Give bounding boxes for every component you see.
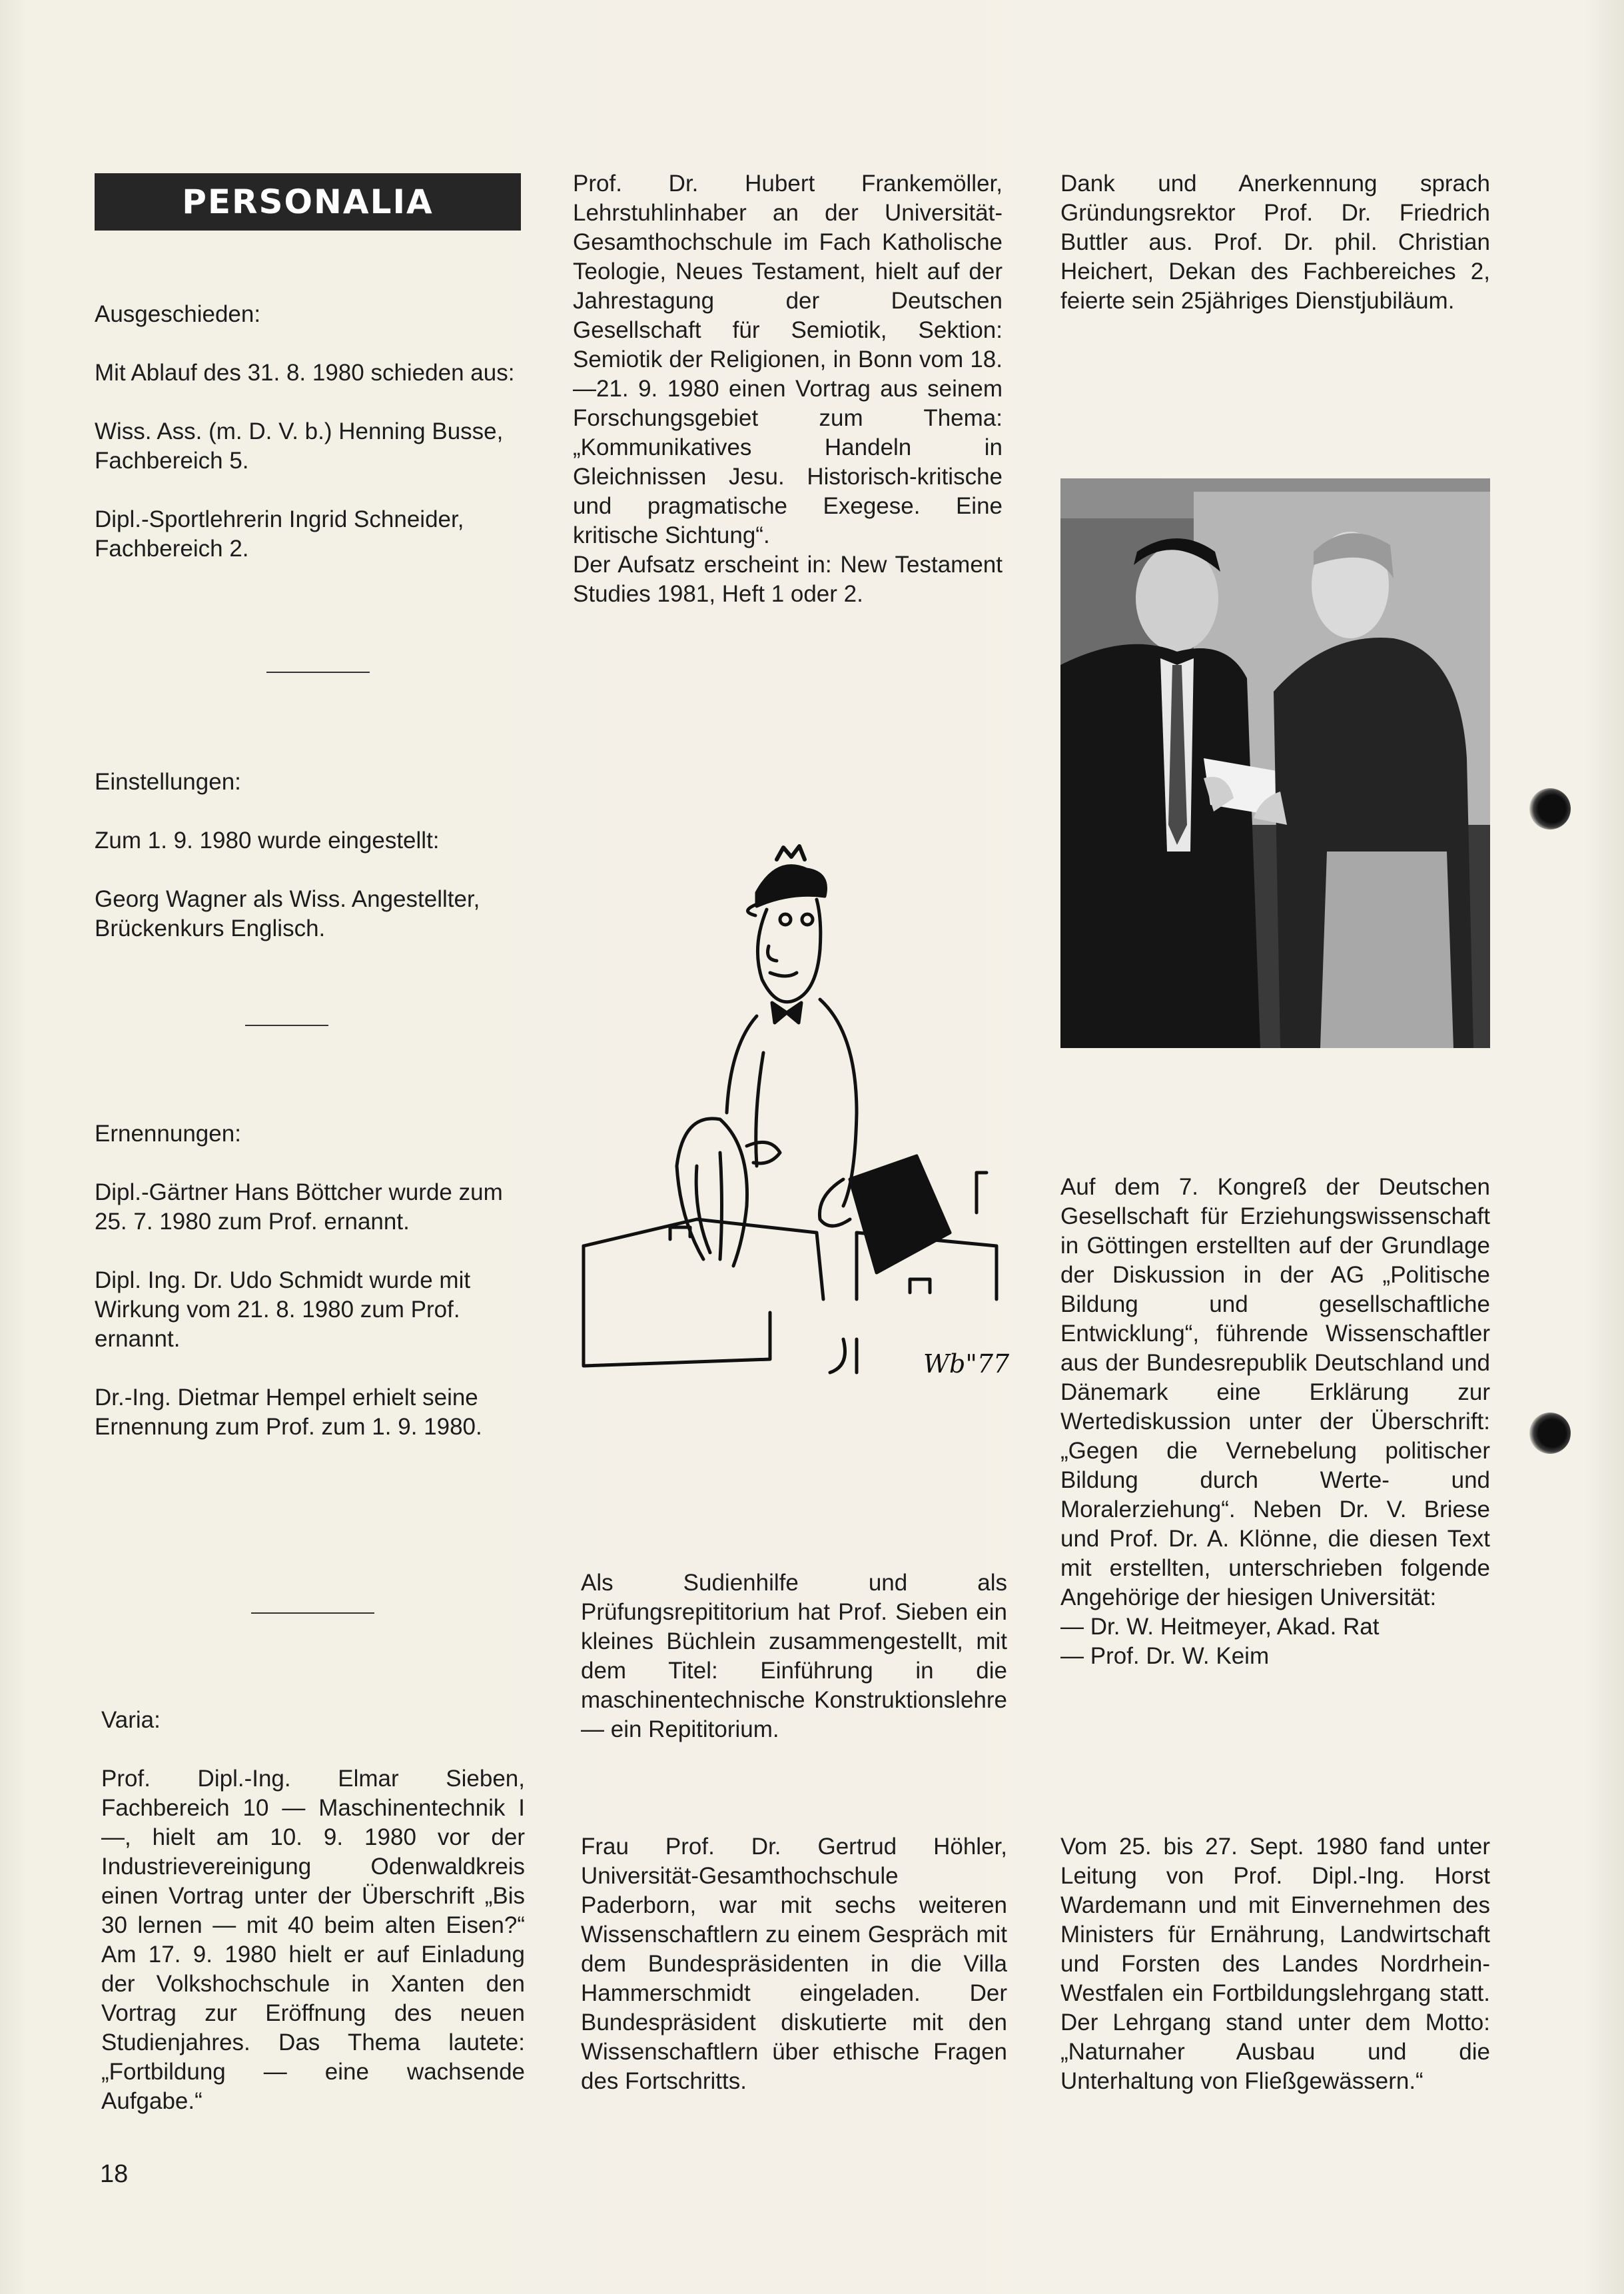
punch-hole xyxy=(1529,1413,1571,1454)
ausgeschieden-schneider: Dipl.-Sportlehrerin Ingrid Schneider, Fachbereich 2. xyxy=(95,506,464,562)
ernennung-boettcher: Dipl.-Gärtner Hans Böttcher wurde zum 25. 7. 1980 zum Prof. ernannt. xyxy=(95,1179,503,1235)
column-2-lower xyxy=(581,1568,1007,2096)
separator-rule xyxy=(245,1025,328,1026)
page-number: 18 xyxy=(100,2160,129,2188)
column-3-kongress xyxy=(1060,1173,1490,1671)
varia-sieben: Prof. Dipl.-Ing. Elmar Sieben, Fachbereich 10 — Maschinentechnik I —, hielt am 10. 9. 1980 vor der Industrievereinigung Odenwaldkreis einen Vortrag unter der Überschrift „Bis 30 lernen — mit 40 beim alten Eisen?“ Am 17. 9. 1980 hielt er auf Einladung der Volkshochschule in Xanten den Vortrag zur Eröffnung des neuen Studienjahres. Das Thema lautete: „Fortbildung — eine wachsende Aufgabe.“ xyxy=(101,1766,525,2114)
aufsatz-paragraph: Der Aufsatz erscheint in: New Testament Studies 1981, Heft 1 oder 2. xyxy=(573,552,1003,607)
column-3-fortbildung xyxy=(1060,1832,1490,2096)
signer-keim: — Prof. Dr. W. Keim xyxy=(1060,1643,1270,1669)
einstellungen-label: Einstellungen: xyxy=(95,769,241,795)
einstellungen-wagner: Georg Wagner als Wiss. Angestellter, Brückenkurs Englisch. xyxy=(95,886,480,941)
hoehler-paragraph: Frau Prof. Dr. Gertrud Höhler, Universität-Gesamthochschule Paderborn, war mit sechs weiteren Wissenschaftlern zu einem Gespräch mit dem Bundespräsidenten in die Villa Hammerschmidt eingeladen. Der Bundespräsident diskutierte mit den Wissenschaftlern über ethische Fragen des Fortschritts. xyxy=(581,1834,1007,2094)
separator-rule xyxy=(251,1612,374,1614)
ausgeschieden-intro: Mit Ablauf des 31. 8. 1980 schieden aus: xyxy=(95,360,515,386)
ausgeschieden-busse: Wiss. Ass. (m. D. V. b.) Henning Busse, Fachbereich 5. xyxy=(95,418,504,474)
separator-rule xyxy=(266,672,370,673)
column-1 xyxy=(95,300,521,564)
dank-paragraph: Dank und Anerkennung sprach Gründungsrektor Prof. Dr. Friedrich Buttler aus. Prof. Dr. phil. Christian Heichert, Dekan des Fachbereiches 2, feierte sein 25jähriges Dienstjubiläum. xyxy=(1060,171,1490,314)
varia-label: Varia: xyxy=(101,1707,161,1733)
ausgeschieden-label: Ausgeschieden: xyxy=(95,301,261,327)
studienhilfe-paragraph: Als Sudienhilfe und als Prüfungsrepititorium hat Prof. Sieben ein kleines Büchlein zusammengestellt, mit dem Titel: Einführung in die maschinentechnische Konstruktionslehre — ein Repititorium. xyxy=(581,1570,1007,1742)
handshake-photo xyxy=(1060,478,1490,1048)
ernennungen-label: Ernennungen: xyxy=(95,1121,241,1147)
column-2 xyxy=(573,169,1003,609)
section-heading: PERSONALIA xyxy=(95,173,521,231)
punch-hole xyxy=(1529,788,1571,830)
column-1-varia xyxy=(101,1706,525,2116)
frankemoeller-paragraph: Prof. Dr. Hubert Frankemöller, Lehrstuhlinhaber an der Universität-Gesamthochschule im Fach Katholische Teologie, Neues Testament, hielt auf der Jahrestagung der Deutschen Gesellschaft für Semiotik, Sektion: Semiotik der Religionen, in Bonn vom 18.—21. 9. 1980 einen Vortrag aus seinem Forschungsgebiet zum Thema: „Kommunikatives Handeln in Gleichnissen Jesu. Historisch-kritische und pragmatische Exegese. Eine kritische Sichtung“. xyxy=(573,171,1003,548)
signer-heitmeyer: — Dr. W. Heitmeyer, Akad. Rat xyxy=(1060,1614,1380,1640)
kongress-paragraph: Auf dem 7. Kongreß der Deutschen Gesellschaft für Erziehungswissenschaft in Göttingen erstellten auf der Grundlage der Diskussion in der AG „Politische Bildung und gesellschaftliche Entwicklung“, führende Wissenschaftler aus der Bundesrepublik Deutschland und Dänemark eine Erklärung zur Wertediskussion unter der Überschrift: „Gegen die Vernebelung politischer Bildung durch Werte- und Moralerziehung“. Neben Dr. V. Briese und Prof. Dr. A. Klönne, die diesen Text mit erstellten, unterschrieben folgende Angehörige der hiesigen Universität: xyxy=(1060,1174,1490,1610)
column-1-ernennungen xyxy=(95,1119,521,1442)
einstellungen-intro: Zum 1. 9. 1980 wurde eingestellt: xyxy=(95,828,440,854)
fortbildung-paragraph: Vom 25. bis 27. Sept. 1980 fand unter Leitung von Prof. Dipl.-Ing. Horst Wardemann und mit Einvernehmen des Ministers für Ernährung, Landwirtschaft und Forsten des Landes Nordrhein-Westfalen ein Fortbildungslehrgang statt. Der Lehrgang stand unter dem Motto: „Naturnaher Ausbau und die Unterhaltung von Fließgewässern.“ xyxy=(1060,1834,1490,2094)
photo-image xyxy=(1060,478,1490,1048)
cartoon-signature: Wb"77 xyxy=(923,1349,1010,1379)
column-1-einstellungen xyxy=(95,768,521,943)
ernennung-schmidt: Dipl. Ing. Dr. Udo Schmidt wurde mit Wirkung vom 21. 8. 1980 zum Prof. ernannt. xyxy=(95,1267,471,1352)
ernennung-hempel: Dr.-Ing. Dietmar Hempel erhielt seine Ernennung zum Prof. zum 1. 9. 1980. xyxy=(95,1385,482,1440)
cartoon-illustration xyxy=(577,833,1016,1379)
column-3 xyxy=(1060,169,1490,316)
